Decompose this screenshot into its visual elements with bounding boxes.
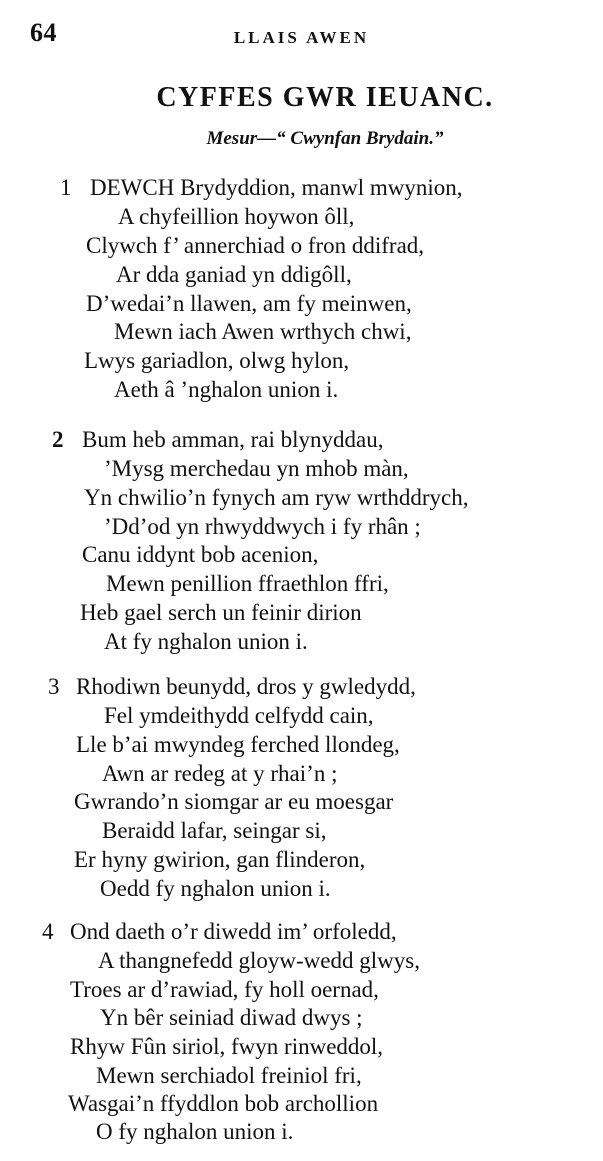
stanza-line: A thangnefedd gloyw-wedd glwys, <box>98 948 420 973</box>
stanza-line: Rhyw Fûn siriol, fwyn rinweddol, <box>70 1034 384 1059</box>
stanza-line: Awn ar redeg at y rhai’n ; <box>102 761 338 786</box>
stanza-line: Wasgai’n ffyddlon bob archollion <box>68 1091 379 1116</box>
running-head: LLAIS AWEN <box>233 28 370 47</box>
stanza-line: O fy nghalon union i. <box>96 1119 294 1144</box>
stanza-line: Bum heb amman, rai blynyddau, <box>82 427 384 452</box>
stanza-line: Canu iddynt bob acenion, <box>82 542 319 567</box>
stanza-line: Heb gael serch un feinir dirion <box>80 600 362 625</box>
first-line-rest: Brydyddion, manwl mwynion, <box>174 175 463 200</box>
stanza-line: A chyfeillion hoywon ôll, <box>118 204 355 229</box>
stanza-number: 4 <box>42 919 54 944</box>
stanza-line: Yn chwilio’n fynych am ryw wrthddrych, <box>84 485 469 510</box>
stanza-line: Mewn penillion ffraethlon ffri, <box>106 571 389 596</box>
stanza-line: Lle b’ai mwyndeg ferched llondeg, <box>76 732 400 757</box>
stanza-line: ’Dd’od yn rhwyddwych i fy rhân ; <box>104 514 421 539</box>
stanza-line: Yn bêr seiniad diwad dwys ; <box>100 1005 363 1030</box>
first-word-rest: EWCH <box>106 175 175 200</box>
stanza-line: At fy nghalon union i. <box>104 629 308 654</box>
stanza-number: 2 <box>52 427 64 452</box>
stanza-line: Aeth â ’nghalon union i. <box>114 377 339 402</box>
stanza-line: Mewn serchiadol freiniol fri, <box>96 1063 362 1088</box>
poem-meter: Mesur—“ Cwynfan Brydain.” <box>206 128 444 149</box>
stanza-line: Troes ar d’rawiad, fy holl oernad, <box>70 977 379 1002</box>
stanza-line: Mewn iach Awen wrthych chwi, <box>114 319 412 344</box>
stanza-line: Ond daeth o’r diwedd im’ orfoledd, <box>70 919 397 944</box>
drop-initial: D <box>90 175 107 200</box>
stanza-line: ’Mysg merchedau yn mhob màn, <box>104 456 409 481</box>
stanza-line: Ar dda ganiad yn ddigôll, <box>116 262 352 287</box>
stanza-line: Beraidd lafar, seingar si, <box>102 818 327 843</box>
stanza-line: D’wedai’n llawen, am fy meinwen, <box>86 291 412 316</box>
stanza-line: Lwys gariadlon, olwg hylon, <box>84 348 350 373</box>
stanza-line: Er hyny gwirion, gan flinderon, <box>74 847 366 872</box>
stanza-number: 3 <box>48 674 60 699</box>
stanza-line <box>90 174 462 202</box>
poem-title: CYFFES GWR IEUANC. <box>156 82 494 113</box>
stanza-line: Gwrando’n siomgar ar eu moesgar <box>74 789 394 814</box>
stanza-line: Clywch f’ annerchiad o fron ddifrad, <box>86 233 425 258</box>
stanza-line: Fel ymdeithydd celfydd cain, <box>104 703 374 728</box>
stanza-line: Oedd fy nghalon union i. <box>100 876 331 901</box>
page-number: 64 <box>30 18 57 47</box>
stanza-number: 1 <box>60 175 72 200</box>
stanza-line: Rhodiwn beunydd, dros y gwledydd, <box>76 674 416 699</box>
